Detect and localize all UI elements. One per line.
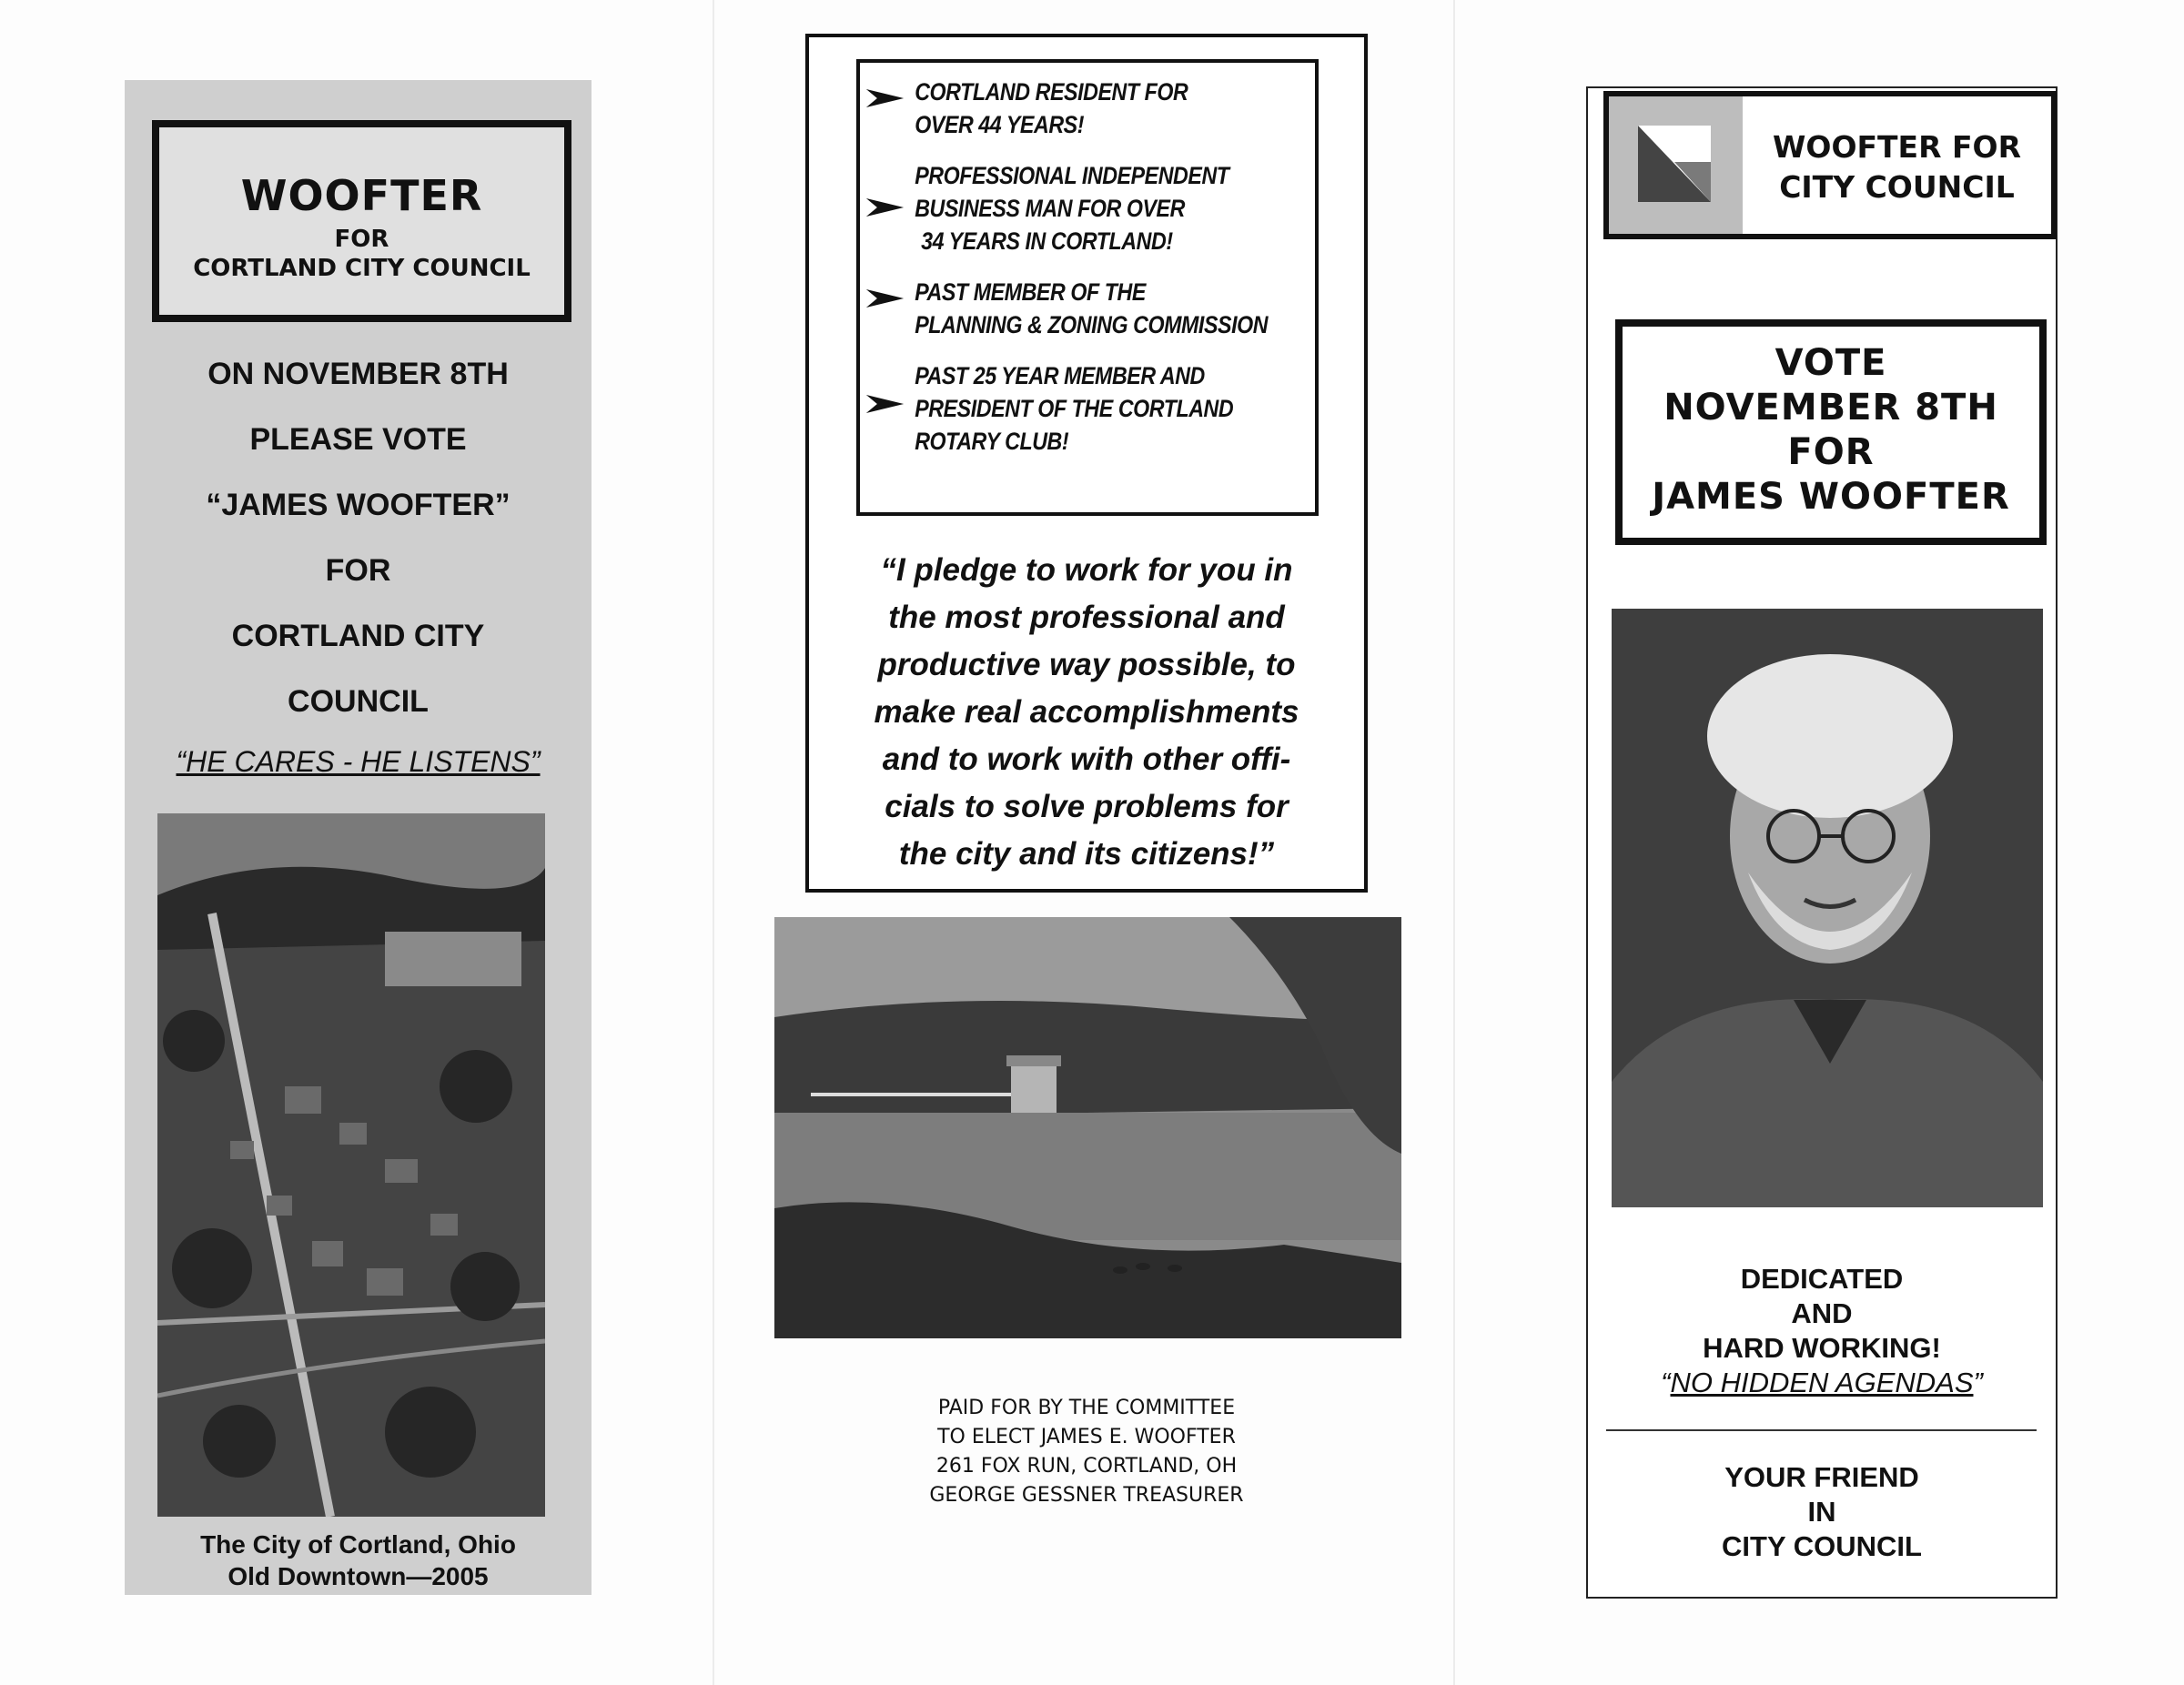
- agendas-text: NO HIDDEN AGENDAS: [1670, 1367, 1974, 1398]
- paid-line: PAID FOR BY THE COMMITTEE: [937, 1397, 1236, 1419]
- qualification-line: PAST MEMBER OF THE: [915, 278, 1146, 306]
- candidate-portrait: [1612, 609, 2043, 1207]
- paid-line: GEORGE GESSNER TREASURER: [929, 1484, 1244, 1507]
- quote-open: “: [1661, 1367, 1671, 1398]
- logo-title: [1743, 96, 2051, 234]
- vote-box: [1615, 319, 2047, 545]
- left-slogan: “HE CARES - HE LISTENS”: [176, 745, 541, 778]
- qualification-line: CORTLAND RESIDENT FOR: [915, 78, 1188, 106]
- pledge-line: the most professional and: [888, 600, 1285, 635]
- qualification-line: 34 YEARS IN CORTLAND!: [921, 227, 1173, 255]
- caption-line-1: The City of Cortland, Ohio: [200, 1530, 516, 1559]
- caption-line-2: Old Downtown—2005: [228, 1562, 489, 1590]
- paid-for-notice: [805, 1394, 1368, 1510]
- logo-title-line: WOOFTER FOR: [1772, 129, 2021, 165]
- middle-panel: [805, 34, 1368, 893]
- left-line: “JAMES WOOFTER”: [206, 488, 511, 522]
- fold-line-2: [1453, 0, 1455, 1685]
- left-title-for: FOR: [334, 226, 389, 253]
- arrow-icon: [866, 196, 904, 219]
- right-panel: [1586, 86, 2058, 1599]
- qualification-item: [860, 359, 1299, 458]
- pledge-line: “I pledge to work for you in: [880, 552, 1293, 588]
- logo-title-line: CITY COUNCIL: [1779, 169, 2015, 205]
- left-panel: [125, 80, 592, 1595]
- vote-line: NOVEMBER 8TH: [1663, 387, 1998, 429]
- qualification-line: PRESIDENT OF THE CORTLAND: [915, 395, 1234, 422]
- friend-line: CITY COUNCIL: [1722, 1530, 1922, 1562]
- left-line: PLEASE VOTE: [249, 422, 467, 457]
- qualification-item: [860, 276, 1299, 341]
- left-title-sub: CORTLAND CITY COUNCIL: [193, 255, 531, 282]
- dedicated-line: HARD WORKING!: [1703, 1332, 1941, 1364]
- left-title-box: [152, 120, 571, 322]
- left-vote-lines: [125, 341, 592, 789]
- left-line: CORTLAND CITY: [231, 619, 485, 653]
- left-line: ON NOVEMBER 8TH: [207, 357, 509, 391]
- paid-line: 261 FOX RUN, CORTLAND, OH: [935, 1455, 1238, 1478]
- friend-line: YOUR FRIEND: [1724, 1461, 1919, 1493]
- qualification-item: [860, 159, 1299, 257]
- pledge-line: make real accomplishments: [874, 694, 1299, 730]
- left-line: COUNCIL: [288, 684, 429, 719]
- pledge-line: and to work with other offi-: [882, 742, 1291, 777]
- aerial-caption: [125, 1529, 592, 1592]
- pledge-line: productive way possible, to: [877, 647, 1296, 682]
- qualifications-box: [856, 59, 1319, 516]
- dedicated-line: DEDICATED: [1740, 1263, 1904, 1295]
- quote-close: ”: [1973, 1367, 1983, 1398]
- vote-line: FOR: [1787, 431, 1875, 473]
- divider: [1606, 1429, 2037, 1431]
- qualification-item: [860, 76, 1299, 141]
- vote-line: JAMES WOOFTER: [1652, 476, 2010, 518]
- dedicated-line: AND: [1791, 1297, 1853, 1329]
- qualification-line: ROTARY CLUB!: [915, 428, 1069, 455]
- qualification-line: PROFESSIONAL INDEPENDENT: [915, 162, 1229, 189]
- friend-text: [1588, 1460, 2056, 1564]
- arrow-icon: [866, 86, 904, 110]
- aerial-town-photo: [157, 813, 545, 1517]
- arrow-icon: [866, 392, 904, 416]
- paid-line: TO ELECT JAMES E. WOOFTER: [937, 1426, 1236, 1448]
- reservoir-photo: [774, 917, 1401, 1338]
- logo-header: [1603, 91, 2057, 239]
- qualification-line: BUSINESS MAN FOR OVER: [915, 195, 1185, 222]
- pledge-line: the city and its citizens!”: [898, 836, 1275, 872]
- left-line: FOR: [325, 553, 391, 588]
- friend-line: IN: [1807, 1496, 1836, 1528]
- left-title-name: WOOFTER: [240, 171, 483, 220]
- logo-mark: [1609, 96, 1743, 234]
- qualification-line: PLANNING & ZONING COMMISSION: [915, 311, 1269, 338]
- pledge-line: cials to solve problems for: [885, 789, 1289, 824]
- agendas-line: [1588, 1366, 2056, 1400]
- qualification-line: PAST 25 YEAR MEMBER AND: [915, 362, 1205, 389]
- pledge-quote: [809, 547, 1364, 878]
- dedicated-text: [1588, 1262, 2056, 1400]
- vote-line: VOTE: [1774, 342, 1887, 384]
- qualification-line: OVER 44 YEARS!: [915, 111, 1085, 138]
- fold-line-1: [713, 0, 714, 1685]
- arrow-icon: [866, 287, 904, 310]
